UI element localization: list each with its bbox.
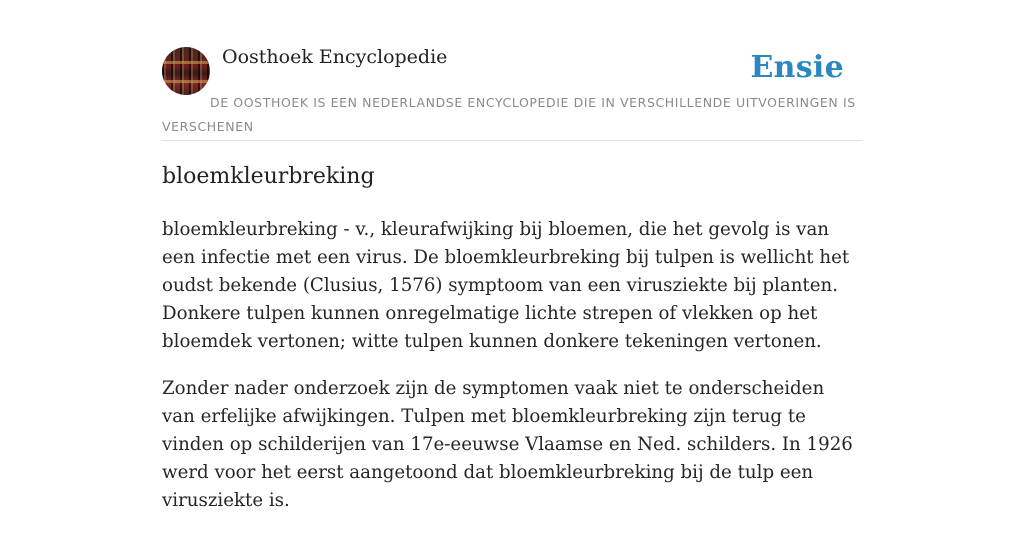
site-tagline: DE OOSTHOEK IS EEN NEDERLANDSE ENCYCLOPEDIE DIE IN VERSCHILLENDE UITVOERINGEN IS VERSCHENEN bbox=[162, 95, 856, 134]
site-title[interactable]: Oosthoek Encyclopedie bbox=[222, 46, 448, 68]
encyclopedia-books-icon[interactable] bbox=[162, 47, 210, 95]
gilded-band bbox=[162, 61, 210, 64]
article-paragraph: Zonder nader onderzoek zijn de symptomen vaak niet te onderscheiden van erfelijke afwijkingen. Tulpen met bloemkleurbreking zijn terug te vinden op schilderijen van 17e-eeuwse Vlaamse en Ned. schilders. In 1926 werd voor het eerst aangetoond dat bloemkleurbreking bij de tulp een virusziekte is. bbox=[162, 378, 853, 511]
article-title: bloemkleurbreking bbox=[162, 164, 375, 189]
site-header bbox=[162, 46, 862, 141]
article-paragraph: bloemkleurbreking - v., kleurafwijking bij bloemen, die het gevolg is van een infectie met een virus. De bloemkleurbreking bij tulpen is wellicht het oudst bekende (Clusius, 1576) symptoom van een virusziekte bij planten. Donkere tulpen kunnen onregelmatige lichte strepen of vlekken op het bloemdek vertonen; witte tulpen kunnen donkere tekeningen vertonen. bbox=[162, 219, 850, 352]
gilded-band bbox=[162, 80, 210, 83]
book-spines bbox=[162, 47, 210, 95]
article-body bbox=[162, 216, 862, 534]
ensie-logo[interactable]: Ensie bbox=[750, 50, 844, 85]
